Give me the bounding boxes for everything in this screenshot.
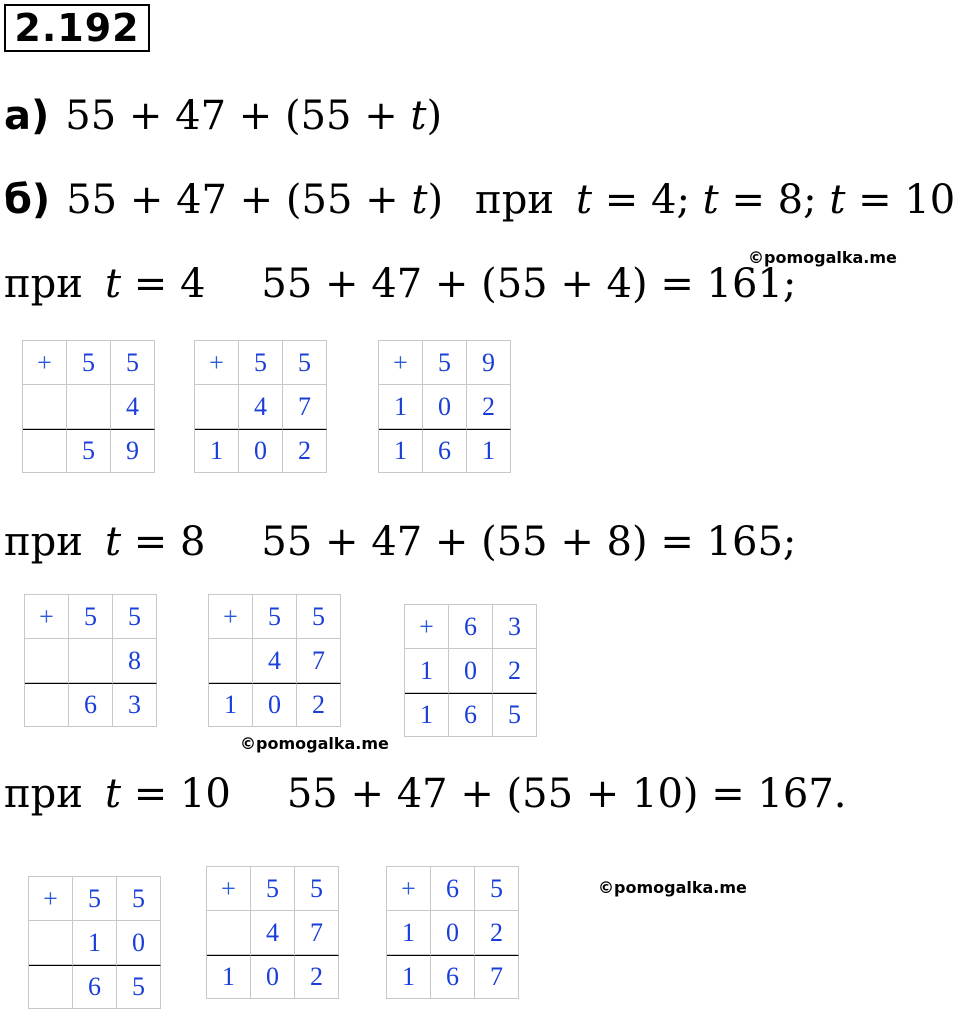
digit: 5 xyxy=(113,595,157,639)
part-b-cond-3: = 10 xyxy=(845,177,956,223)
digit: 5 xyxy=(493,693,537,737)
case-3-equation: 55 + 47 + (55 + 10) = 167. xyxy=(286,771,847,817)
digit: 1 xyxy=(379,385,423,429)
plus-sign: + xyxy=(29,877,73,921)
digit: 6 xyxy=(431,955,475,999)
digit xyxy=(209,639,253,683)
problem-number: 2.192 xyxy=(4,4,150,52)
digit: 1 xyxy=(467,429,511,473)
digit: 4 xyxy=(251,911,295,955)
digit: 6 xyxy=(449,693,493,737)
case-1-pri: при xyxy=(4,261,83,307)
plus-sign: + xyxy=(405,605,449,649)
part-b-line xyxy=(4,176,955,224)
plus-sign: + xyxy=(23,341,67,385)
digit: 7 xyxy=(297,639,341,683)
digit: 2 xyxy=(475,911,519,955)
digit: 1 xyxy=(405,693,449,737)
part-b-cond-1: = 4; xyxy=(592,177,703,223)
plus-sign: + xyxy=(209,595,253,639)
digit: 5 xyxy=(253,595,297,639)
part-b-var-3: t xyxy=(829,177,846,223)
digit: 0 xyxy=(239,429,283,473)
case-1-equation: 55 + 47 + (55 + 4) = 161; xyxy=(261,261,797,307)
case-1-line xyxy=(4,260,796,308)
case-1-calc-3 xyxy=(378,340,511,473)
part-a-label: а) xyxy=(4,93,50,139)
part-b-cond-2: = 8; xyxy=(718,177,830,223)
case-2-cond: = 8 xyxy=(121,519,206,565)
digit: 7 xyxy=(283,385,327,429)
digit: 3 xyxy=(493,605,537,649)
digit: 0 xyxy=(431,911,475,955)
plus-sign: + xyxy=(207,867,251,911)
digit: 9 xyxy=(111,429,155,473)
digit: 2 xyxy=(295,955,339,999)
watermark: ©pomogalka.me xyxy=(240,734,389,753)
digit xyxy=(207,911,251,955)
digit: 1 xyxy=(73,921,117,965)
digit: 6 xyxy=(69,683,113,727)
case-2-pri: при xyxy=(4,519,83,565)
digit: 1 xyxy=(387,911,431,955)
digit: 2 xyxy=(493,649,537,693)
digit: 0 xyxy=(449,649,493,693)
case-1-cond: = 4 xyxy=(121,261,206,307)
digit: 2 xyxy=(297,683,341,727)
case-3-pri: при xyxy=(4,771,83,817)
plus-sign: + xyxy=(387,867,431,911)
case-3-calc-2 xyxy=(206,866,339,999)
case-3-calc-1 xyxy=(28,876,161,1009)
digit xyxy=(23,429,67,473)
digit: 6 xyxy=(449,605,493,649)
plus-sign: + xyxy=(25,595,69,639)
case-3-cond: = 10 xyxy=(121,771,231,817)
watermark: ©pomogalka.me xyxy=(598,878,747,897)
digit: 5 xyxy=(111,341,155,385)
plus-sign: + xyxy=(379,341,423,385)
digit: 0 xyxy=(253,683,297,727)
digit: 5 xyxy=(67,429,111,473)
case-1-calc-1 xyxy=(22,340,155,473)
case-1-var: t xyxy=(104,261,122,307)
digit: 5 xyxy=(69,595,113,639)
digit: 0 xyxy=(117,921,161,965)
part-b-var-1: t xyxy=(575,177,593,223)
digit: 5 xyxy=(283,341,327,385)
digit: 5 xyxy=(73,877,117,921)
case-2-calc-2 xyxy=(208,594,341,727)
digit: 1 xyxy=(405,649,449,693)
case-2-line xyxy=(4,518,796,566)
digit: 5 xyxy=(251,867,295,911)
part-a-line xyxy=(4,92,442,140)
digit: 1 xyxy=(379,429,423,473)
digit xyxy=(25,639,69,683)
case-3-var: t xyxy=(104,771,122,817)
digit: 1 xyxy=(387,955,431,999)
digit: 1 xyxy=(209,683,253,727)
digit: 2 xyxy=(283,429,327,473)
digit: 5 xyxy=(117,965,161,1009)
case-1-calc-2 xyxy=(194,340,327,473)
digit: 0 xyxy=(423,385,467,429)
digit: 6 xyxy=(423,429,467,473)
digit: 7 xyxy=(295,911,339,955)
digit: 1 xyxy=(195,429,239,473)
digit: 5 xyxy=(239,341,283,385)
part-a-expr-start: 55 + 47 + (55 + xyxy=(65,93,411,139)
part-a-var: t xyxy=(410,93,427,139)
digit: 5 xyxy=(117,877,161,921)
digit: 4 xyxy=(253,639,297,683)
digit: 2 xyxy=(467,385,511,429)
case-3-line xyxy=(4,770,847,818)
case-3-calc-3 xyxy=(386,866,519,999)
digit: 1 xyxy=(207,955,251,999)
watermark: ©pomogalka.me xyxy=(748,248,897,267)
digit xyxy=(69,639,113,683)
part-b-expr-end: ) xyxy=(427,177,444,223)
digit xyxy=(29,965,73,1009)
case-2-equation: 55 + 47 + (55 + 8) = 165; xyxy=(261,519,797,565)
digit: 5 xyxy=(297,595,341,639)
digit: 5 xyxy=(67,341,111,385)
digit: 5 xyxy=(423,341,467,385)
case-2-calc-1 xyxy=(24,594,157,727)
digit: 9 xyxy=(467,341,511,385)
part-b-label: б) xyxy=(4,177,51,223)
part-a-expr-end: ) xyxy=(426,93,443,139)
part-b-var: t xyxy=(411,177,428,223)
digit: 5 xyxy=(295,867,339,911)
part-b-var-2: t xyxy=(702,177,719,223)
digit xyxy=(195,385,239,429)
digit: 7 xyxy=(475,955,519,999)
digit: 6 xyxy=(73,965,117,1009)
digit: 4 xyxy=(239,385,283,429)
digit: 3 xyxy=(113,683,157,727)
part-b-expr-start: 55 + 47 + (55 + xyxy=(66,177,412,223)
digit xyxy=(67,385,111,429)
plus-sign: + xyxy=(195,341,239,385)
digit xyxy=(25,683,69,727)
digit xyxy=(23,385,67,429)
digit: 6 xyxy=(431,867,475,911)
case-2-calc-3 xyxy=(404,604,537,737)
case-2-var: t xyxy=(104,519,122,565)
digit: 5 xyxy=(475,867,519,911)
digit: 4 xyxy=(111,385,155,429)
digit: 8 xyxy=(113,639,157,683)
part-b-pri: при xyxy=(475,177,554,223)
digit: 0 xyxy=(251,955,295,999)
digit xyxy=(29,921,73,965)
